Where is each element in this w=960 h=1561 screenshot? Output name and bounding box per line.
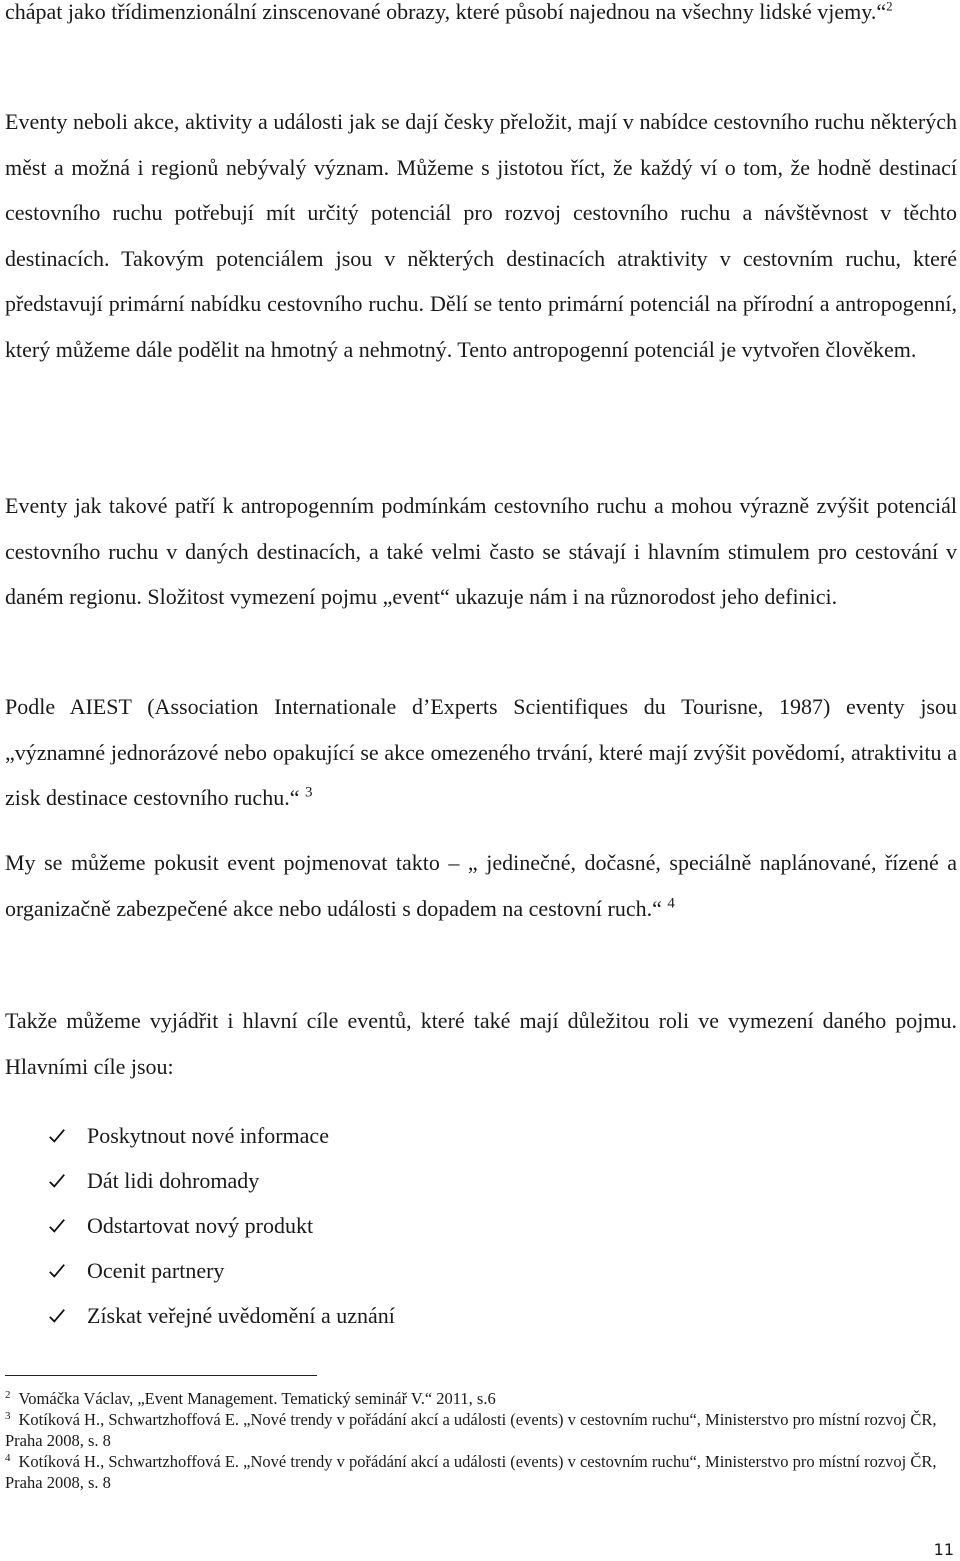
footnote-divider bbox=[5, 1375, 317, 1376]
goal-label: Odstartovat nový produkt bbox=[87, 1212, 314, 1238]
paragraph-goals-intro bbox=[5, 998, 957, 1089]
footnote-number: 4 bbox=[5, 1451, 11, 1464]
paragraph-intro-continuation bbox=[5, 0, 957, 35]
footnotes bbox=[5, 1388, 955, 1493]
list-item bbox=[48, 1113, 395, 1158]
paragraph-text: chápat jako třídimenzionální zinscenované obrazy, které působí najednou na všechny lidské vjemy.“ bbox=[5, 0, 887, 24]
goal-label: Ocenit partnery bbox=[87, 1257, 225, 1283]
footnote-item bbox=[5, 1451, 955, 1493]
footnote-text: Kotíková H., Schwartzhoffová E. „Nové trendy v pořádání akcí a události (events) v cestovním ruchu“, Ministerstvo pro místní rozvoj ČR, Praha 2008, s. 8 bbox=[5, 1410, 937, 1450]
list-item bbox=[48, 1158, 395, 1203]
paragraph-anthropogenic bbox=[5, 483, 957, 620]
footnote-ref-4[interactable]: 4 bbox=[667, 895, 675, 912]
paragraph-text: Podle AIEST (Association Internationale d’Experts Scientifiques du Tourisne, 1987) eventy jsou „významné jednorázové nebo opakující se akce omezeného trvání, které mají zvýšit povědomí, atraktivitu a zisk destinace cestovního ruchu.“ bbox=[5, 694, 957, 810]
paragraph-text: Takže můžeme vyjádřit i hlavní cíle eventů, které také mají důležitou roli ve vymezení daného pojmu. Hlavními cíle jsou: bbox=[5, 1008, 957, 1079]
list-item bbox=[48, 1203, 395, 1248]
paragraph-aiest bbox=[5, 684, 957, 821]
check-icon bbox=[48, 1307, 66, 1325]
paragraph-text: Eventy neboli akce, aktivity a události jak se dají česky přeložit, mají v nabídce cestovního ruchu některých měst a možná i regionů nebývalý význam. Můžeme s jistotou říct, že každý ví o tom, že hodně destinací cestovního ruchu potřebují mít určitý potenciál pro rozvoj cestovního ruchu a návštěvnost v těchto destinacích. Takovým potenciálem jsou v některých destinacích atraktivity v cestovním ruchu, které představují primární nabídku cestovního ruchu. Dělí se tento primární potenciál na přírodní a antropogenní, který můžeme dále podělit na hmotný a nehmotný. Tento antropogenní potenciál je vytvořen člověkem. bbox=[5, 109, 957, 362]
paragraph-text: Eventy jak takové patří k antropogenním podmínkám cestovního ruchu a mohou výrazně zvýšit potenciál cestovního ruchu v daných destinacích, a také velmi často se stávají i hlavním stimulem pro cestování v daném regionu. Složitost vymezení pojmu „event“ ukazuje nám i na různorodost jeho definici. bbox=[5, 493, 957, 609]
footnote-text: Vomáčka Václav, „Event Management. Tematický seminář V.“ 2011, s.6 bbox=[18, 1389, 496, 1408]
goal-label: Získat veřejné uvědomění a uznání bbox=[87, 1302, 395, 1328]
paragraph-own-definition bbox=[5, 840, 957, 931]
footnote-number: 3 bbox=[5, 1409, 11, 1422]
footnote-text: Kotíková H., Schwartzhoffová E. „Nové trendy v pořádání akcí a události (events) v cestovním ruchu“, Ministerstvo pro místní rozvoj ČR, Praha 2008, s. 8 bbox=[5, 1452, 937, 1492]
check-icon bbox=[48, 1262, 66, 1280]
check-icon bbox=[48, 1127, 66, 1145]
check-icon bbox=[48, 1172, 66, 1190]
footnote-item bbox=[5, 1388, 955, 1409]
list-item bbox=[48, 1293, 395, 1338]
footnote-ref-3[interactable]: 3 bbox=[304, 784, 313, 801]
goal-label: Dát lidi dohromady bbox=[87, 1167, 260, 1193]
goals-list bbox=[48, 1113, 395, 1338]
page-number: 11 bbox=[933, 1540, 954, 1559]
goal-label: Poskytnout nové informace bbox=[87, 1122, 329, 1148]
footnote-ref-2[interactable]: 2 bbox=[886, 0, 893, 14]
list-item bbox=[48, 1248, 395, 1293]
paragraph-text: My se můžeme pokusit event pojmenovat takto – „ jedinečné, dočasné, speciálně naplánované, řízené a organizačně zabezpečené akce nebo události s dopadem na cestovní ruch.“ bbox=[5, 850, 957, 921]
paragraph-events-definition bbox=[5, 99, 957, 372]
footnote-number: 2 bbox=[5, 1388, 11, 1401]
check-icon bbox=[48, 1217, 66, 1235]
footnote-item bbox=[5, 1409, 955, 1451]
